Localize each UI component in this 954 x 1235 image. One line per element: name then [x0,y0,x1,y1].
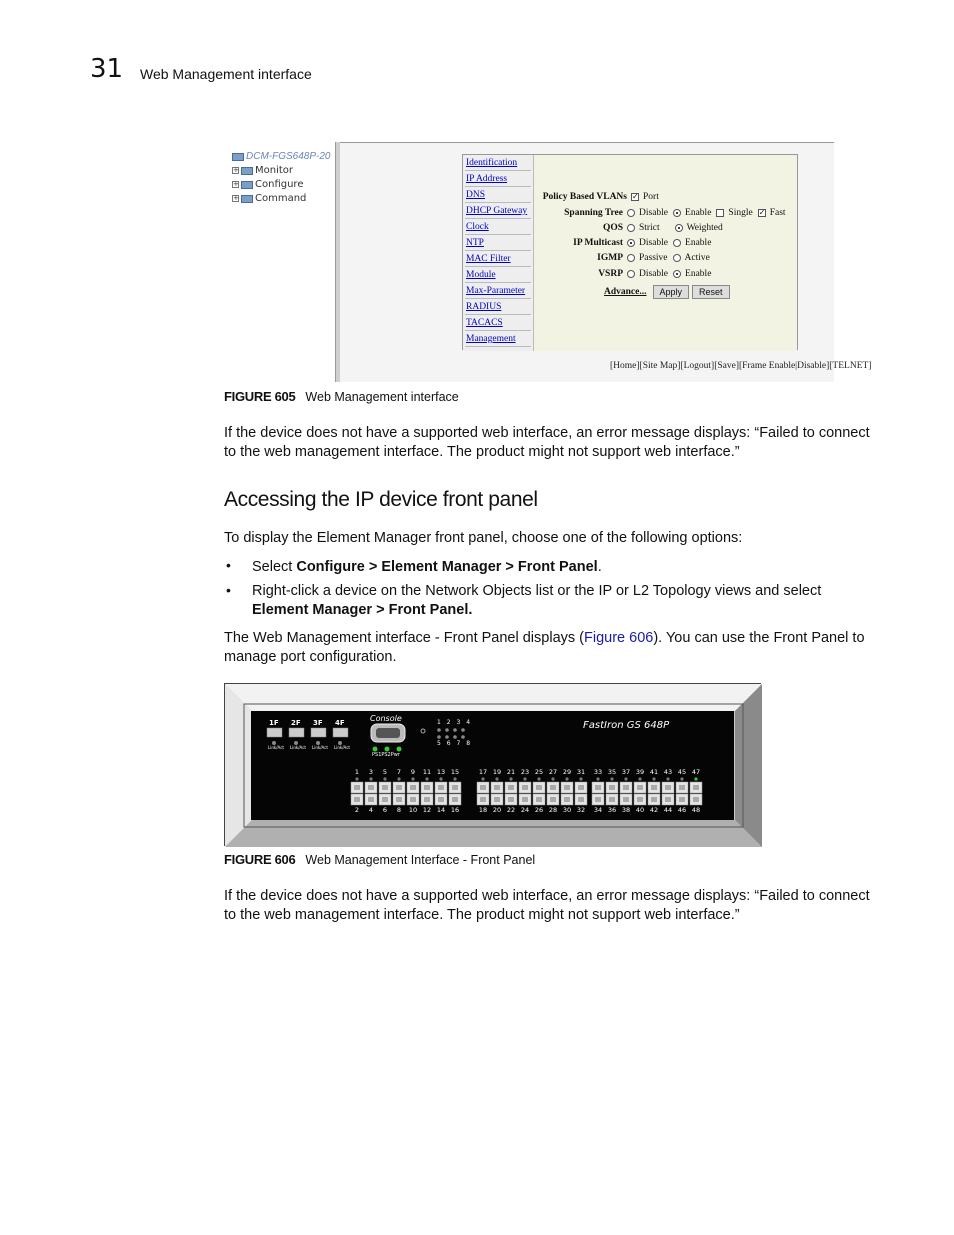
port-socket [494,785,500,790]
port-socket [637,785,643,790]
caption-text: Web Management Interface - Front Panel [305,853,536,867]
port-socket [536,797,542,802]
option-vsrp-disable: Disable [639,269,669,279]
port-led [439,777,442,780]
port-led [579,777,582,780]
port-led [369,777,372,780]
figure-605-caption [224,389,459,404]
port-socket [438,797,444,802]
port-socket [382,797,388,802]
port-label-top: 17 [478,768,488,776]
switch-faceplate [251,711,734,820]
folder-icon [241,167,253,175]
port-label-bottom: 48 [691,806,701,814]
navigation-tree [226,142,336,382]
port-socket [354,785,360,790]
port-socket [508,797,514,802]
uplink-label-3f: 3F [313,719,323,727]
fast-checkbox[interactable]: ✓ [758,208,766,217]
option-ipm-disable: Disable [639,238,669,248]
port-led [509,777,512,780]
port-led [551,777,554,780]
port-label-bottom: 2 [354,806,360,814]
port-label-top: 25 [534,768,544,776]
igmp-passive-radio[interactable] [627,254,635,262]
port-socket [609,785,615,790]
port-label-top: 15 [450,768,460,776]
bottom-nav-links[interactable]: [Home][Site Map][Logout][Save][Frame Enable|Disable][TELNET] [610,361,872,371]
bullet-1-text: Select [252,559,297,575]
option-passive: Passive [639,253,668,263]
port-socket [424,797,430,802]
uplink-label-1f: 1F [269,719,279,727]
port-label-top: 11 [422,768,432,776]
port-label-top: 3 [368,768,374,776]
figure-606-front-panel [224,683,761,846]
port-socket [410,785,416,790]
port-label-top: 47 [691,768,701,776]
bullet-2-text: Right-click a device on the Network Objects list or the IP or L2 Topology views and select [252,583,822,599]
port-label-top: 33 [593,768,603,776]
port-label-top: 41 [649,768,659,776]
link-max-parameter[interactable]: Max-Parameter [465,284,531,299]
port-label-top: 5 [382,768,388,776]
uplink-label-2f: 2F [291,719,301,727]
row-vsrp [534,267,797,281]
port-socket [536,785,542,790]
bullet-item-1 [252,558,872,577]
folder-icon [241,181,253,189]
port-socket [578,785,584,790]
device-icon [232,153,244,161]
port-socket [665,785,671,790]
uplink-sub-label: Link/Act [268,745,284,750]
uplink-label-4f: 4F [335,719,345,727]
port-label-bottom: 34 [593,806,603,814]
paragraph-text-end: ). You can use the Front Panel to manage port configuration. [224,630,865,665]
tree-item-configure[interactable] [232,179,303,190]
link-dns[interactable]: DNS [465,188,531,203]
port-label-bottom: 28 [548,806,558,814]
caption-text: Web Management interface [305,390,459,404]
option-weighted: Weighted [686,223,723,233]
port-socket [368,785,374,790]
stp-disable-radio[interactable] [627,209,635,217]
port-socket [693,797,699,802]
row-actions [534,285,797,299]
port-led [638,777,641,780]
port-socket [480,797,486,802]
paragraph-text: The Web Management interface - Front Panel displays ( [224,630,584,646]
bullet-2-menu-path: Element Manager > Front Panel. [252,602,473,618]
port-label-top: 19 [492,768,502,776]
port-socket [522,797,528,802]
uplink-sub-label: Link/Act [312,745,328,750]
row-spanning-tree [534,206,797,220]
port-socket [550,797,556,802]
port-label-bottom: 20 [492,806,502,814]
tree-item-label: Command [255,193,307,204]
module-led-labels-top: 1 2 3 4 [437,719,473,726]
uplink-sub-label: Link/Act [290,745,306,750]
port-led [383,777,386,780]
port-socket [651,797,657,802]
tree-item-label: Configure [255,179,304,190]
port-label-bottom: 24 [520,806,530,814]
port-label-top: 13 [436,768,446,776]
port-led [453,777,456,780]
port-label-bottom: 42 [649,806,659,814]
port-socket [693,785,699,790]
option-single: Single [728,208,753,218]
advance-link[interactable]: Advance... [604,287,647,297]
option-vsrp-enable: Enable [685,269,712,279]
port-label-bottom: 6 [382,806,388,814]
port-socket [382,785,388,790]
port-label-top: 9 [410,768,416,776]
port-socket [438,785,444,790]
port-led [666,777,669,780]
folder-icon [241,195,253,203]
option-stp-enable: Enable [685,208,712,218]
section-heading: Accessing the IP device front panel [224,488,538,511]
caption-label: FIGURE 606 [224,852,296,867]
port-label-bottom: 8 [396,806,402,814]
config-links [463,155,533,351]
row-qos [534,221,797,235]
bullet-1-end: . [597,559,602,575]
vsrp-enable-radio[interactable] [673,270,681,278]
config-panel [462,154,798,350]
console-label: Console [370,714,402,723]
port-led [537,777,540,780]
link-identification[interactable]: Identification [465,156,531,171]
expand-icon[interactable]: + [233,180,239,188]
link-module[interactable]: Module [465,268,531,283]
apply-button[interactable]: Apply [653,285,690,299]
psu-label: PS1PS2Pwr [372,752,400,758]
port-socket [452,797,458,802]
label-ip-multicast: IP Multicast [573,238,623,248]
link-mac-filter[interactable]: MAC Filter [465,252,531,267]
port-label-bottom: 14 [436,806,446,814]
port-socket [651,785,657,790]
port-socket [564,797,570,802]
port-led [397,777,400,780]
tree-root[interactable] [232,151,330,162]
port-label-top: 31 [576,768,586,776]
settings-form [533,155,797,351]
row-igmp [534,251,797,265]
igmp-active-radio[interactable] [673,254,681,262]
port-socket [623,797,629,802]
port-label-bottom: 16 [450,806,460,814]
tree-item-monitor[interactable] [232,165,293,176]
port-led [355,777,358,780]
chapter-number: 31 [90,54,124,84]
port-led [610,777,613,780]
port-label-top: 1 [354,768,360,776]
expand-icon[interactable]: + [233,194,239,202]
chapter-title: Web Management interface [140,66,312,82]
port-label-top: 43 [663,768,673,776]
port-label-bottom: 38 [621,806,631,814]
port-label-bottom: 36 [607,806,617,814]
tree-root-label: DCM-FGS648P-20 [246,151,331,162]
port-socket [354,797,360,802]
port-label-top: 45 [677,768,687,776]
tree-item-label: Monitor [255,165,294,176]
port-socket [522,785,528,790]
port-led [523,777,526,780]
port-socket [679,797,685,802]
port-socket [396,797,402,802]
link-ip-address[interactable]: IP Address [465,172,531,187]
port-label-bottom: 22 [506,806,516,814]
port-label-top: 29 [562,768,572,776]
option-ipm-enable: Enable [685,238,712,248]
port-label-bottom: 12 [422,806,432,814]
port-label-top: 35 [607,768,617,776]
row-ip-multicast [534,236,797,250]
port-label-bottom: 4 [368,806,374,814]
port-socket [595,797,601,802]
error-paragraph: If the device does not have a supported web interface, an error message displays: “Failed to connect to the web management interface. The product might not support web interface.” [224,425,870,460]
port-label-bottom: 10 [408,806,418,814]
intro-paragraph: To display the Element Manager front panel, choose one of the following options: [224,530,743,546]
port-socket [637,797,643,802]
port-label-top: 39 [635,768,645,776]
single-checkbox[interactable] [716,209,724,217]
port-socket [578,797,584,802]
bullet-item-2 [252,582,872,620]
port-socket [508,785,514,790]
bullet-marker: • [226,557,231,573]
port-socket [424,785,430,790]
option-strict: Strict [639,223,660,233]
link-radius[interactable]: RADIUS [465,300,531,315]
port-socket [396,785,402,790]
option-port: Port [643,192,659,202]
label-spanning-tree: Spanning Tree [564,208,623,218]
option-fast: Fast [769,208,786,218]
port-label-bottom: 18 [478,806,488,814]
model-name: FastIron GS 648P [583,720,670,731]
error-paragraph-2: If the device does not have a supported web interface, an error message displays: “Failed to connect to the web management interface. The product might not support web interface.” [224,888,870,923]
port-label-bottom: 32 [576,806,586,814]
bullet-1-menu-path: Configure > Element Manager > Front Panel [296,559,598,575]
port-led [481,777,484,780]
port-label-top: 21 [506,768,516,776]
port-socket [564,785,570,790]
ipm-disable-radio[interactable] [627,239,635,247]
figure-606-link[interactable]: Figure 606 [584,630,654,646]
port-socket [665,797,671,802]
port-led [596,777,599,780]
port-label-bottom: 26 [534,806,544,814]
port-socket [452,785,458,790]
uplink-sub-label: Link/Act [334,745,350,750]
port-label-bottom: 40 [635,806,645,814]
content-frame [340,142,872,382]
bullet-marker: • [226,582,231,598]
option-stp-disable: Disable [639,208,669,218]
label-vsrp: VSRP [598,269,623,279]
port-socket [494,797,500,802]
front-panel-paragraph [224,629,874,667]
label-igmp: IGMP [597,253,623,263]
option-active: Active [684,253,710,263]
port-led [495,777,498,780]
link-ntp[interactable]: NTP [465,236,531,251]
ethernet-port-grid [251,711,734,820]
tree-item-command[interactable] [232,193,306,204]
port-led [694,777,697,780]
port-led [680,777,683,780]
qos-strict-radio[interactable] [627,224,635,232]
port-led [624,777,627,780]
label-policy-vlans: Policy Based VLANs [542,192,627,202]
port-label-top: 27 [548,768,558,776]
port-label-top: 7 [396,768,402,776]
ipm-enable-radio[interactable] [673,239,681,247]
vsrp-disable-radio[interactable] [627,270,635,278]
link-dhcp-gateway[interactable]: DHCP Gateway [465,204,531,219]
caption-label: FIGURE 605 [224,389,296,404]
port-socket [410,797,416,802]
port-socket [623,785,629,790]
port-socket [679,785,685,790]
port-led [565,777,568,780]
link-management[interactable]: Management [465,332,531,347]
label-qos: QOS [602,223,623,233]
expand-icon[interactable]: + [233,166,239,174]
figure-606-caption [224,852,535,867]
port-led [425,777,428,780]
port-led [652,777,655,780]
port-led [411,777,414,780]
port-label-bottom: 30 [562,806,572,814]
port-socket [550,785,556,790]
stp-enable-radio[interactable] [673,209,681,217]
port-socket [368,797,374,802]
port-socket [595,785,601,790]
link-tacacs[interactable]: TACACS [465,316,531,331]
port-checkbox[interactable]: ✓ [632,192,639,201]
module-led-labels-bottom: 5 6 7 8 [437,740,473,747]
port-label-top: 23 [520,768,530,776]
qos-weighted-radio[interactable] [675,224,683,232]
port-label-bottom: 44 [663,806,673,814]
port-label-bottom: 46 [677,806,687,814]
port-socket [609,797,615,802]
port-label-top: 37 [621,768,631,776]
row-policy-vlans [534,190,797,204]
reset-button[interactable]: Reset [692,285,730,299]
figure-605-screenshot [226,142,872,382]
link-clock[interactable]: Clock [465,220,531,235]
port-socket [480,785,486,790]
